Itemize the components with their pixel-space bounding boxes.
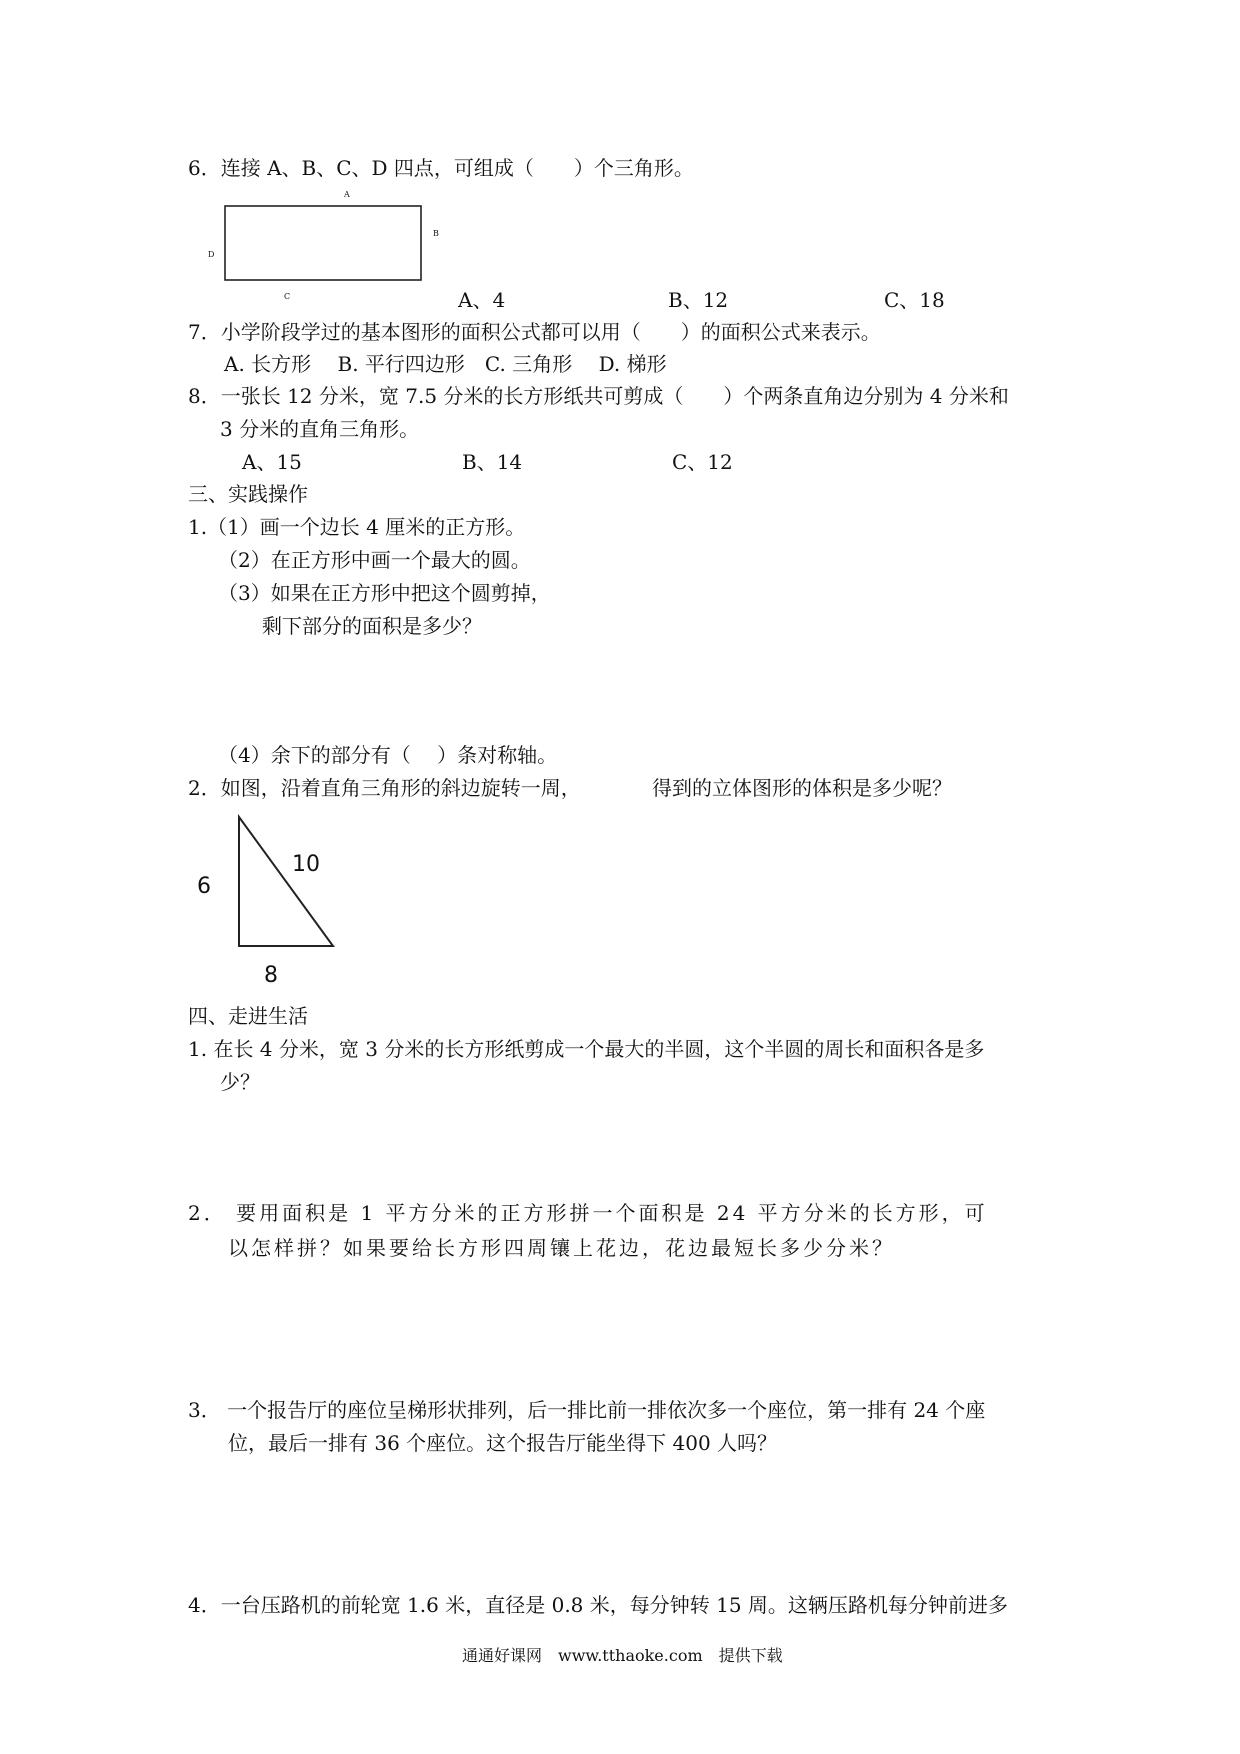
q8-option-c: C、12 [672, 450, 733, 474]
section-4-heading: 四、走进生活 [188, 1004, 308, 1028]
q7-text: 7．小学阶段学过的基本图形的面积公式都可以用（ ）的面积公式来表示。 [188, 320, 881, 344]
s3-q1-part3-cont: 剩下部分的面积是多少？ [262, 614, 482, 638]
section-3-heading: 三、实践操作 [188, 482, 308, 506]
label-c: C [284, 292, 291, 301]
s3-q1-part1: 1.（1）画一个边长 4 厘米的正方形。 [188, 515, 526, 539]
s4-q1-line2: 少？ [220, 1070, 260, 1094]
label-d: D [208, 250, 215, 259]
q6-option-c: C、18 [884, 288, 945, 312]
q8-line2: 3 分米的直角三角形。 [220, 417, 420, 441]
s4-q3-line2: 位，最后一排有 36 个座位。这个报告厅能坐得下 400 人吗？ [228, 1431, 778, 1455]
label-b: B [433, 229, 439, 238]
s3-q2-text-a: 2．如图，沿着直角三角形的斜边旋转一周， [188, 776, 581, 800]
s4-q1-line1: 1. 在长 4 分米，宽 3 分米的长方形纸剪成一个最大的半圆，这个半圆的周长和面积各是多 [188, 1037, 985, 1061]
s4-q2-line1: 2． 要用面积是 1 平方分米的正方形拼一个面积是 24 平方分米的长方形，可 [188, 1201, 988, 1225]
q6-text: 6．连接 A、B、C、D 四点，可组成（ ）个三角形。 [188, 156, 694, 180]
s4-q2-line2: 以怎样拼？如果要给长方形四周镶上花边，花边最短长多少分米？ [228, 1236, 895, 1260]
s3-q1-part3: （3）如果在正方形中把这个圆剪掉， [218, 581, 551, 605]
triangle-bottom-label: 8 [264, 963, 278, 988]
q8-option-b: B、14 [462, 450, 523, 474]
label-a: A [344, 190, 350, 199]
q8-option-a: A、15 [242, 450, 302, 474]
footer-text: 通通好课网 www.tthaoke.com 提供下载 [462, 1646, 783, 1665]
s3-q2-text-b: 得到的立体图形的体积是多少呢？ [652, 776, 952, 800]
q6-option-b: B、12 [668, 288, 729, 312]
q7-options: A. 长方形 B. 平行四边形 C. 三角形 D. 梯形 [224, 352, 667, 376]
triangle-left-label: 6 [197, 874, 211, 899]
q6-option-a: A、4 [458, 288, 506, 312]
s4-q4-line1: 4．一台压路机的前轮宽 1.6 米，直径是 0.8 米，每分钟转 15 周。这辆压路机每分钟前进多 [188, 1593, 1008, 1617]
s4-q3-line1: 3． 一个报告厅的座位呈梯形状排列，后一排比前一排依次多一个座位，第一排有 24 个座 [188, 1398, 986, 1422]
triangle-hypotenuse-label: 10 [292, 852, 320, 877]
q8-line1: 8．一张长 12 分米，宽 7.5 分米的长方形纸共可剪成（ ）个两条直角边分别为 4 分米和 [188, 384, 1009, 408]
s3-q1-part2: （2）在正方形中画一个最大的圆。 [218, 548, 531, 572]
s3-q1-part4: （4）余下的部分有（ ）条对称轴。 [218, 743, 558, 767]
